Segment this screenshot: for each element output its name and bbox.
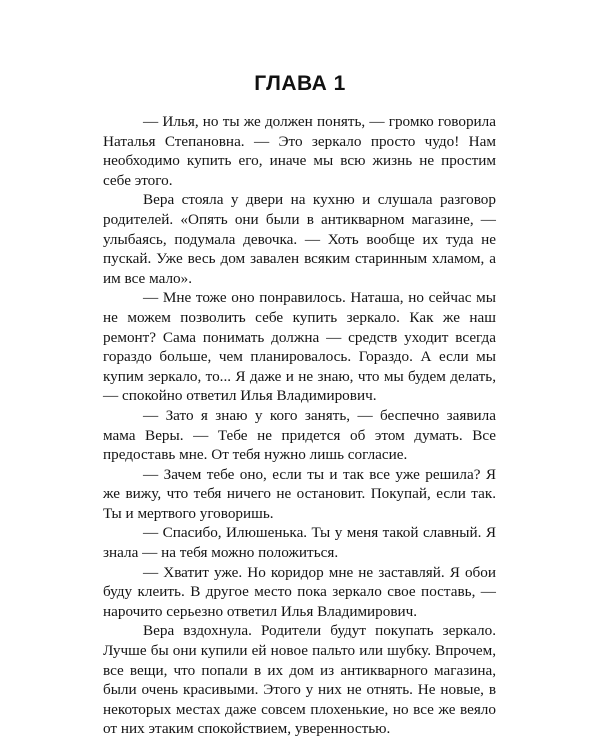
paragraph: — Зачем тебе оно, если ты и так все уже решила? Я же вижу, что тебя ничего не остановит. Покупай, если так. Ты и мертвого уговоришь.: [103, 465, 496, 522]
chapter-body: [103, 112, 496, 739]
paragraph: — Хватит уже. Но коридор мне не заставляй. Я обои буду клеить. В другое место пока зеркало свое поставь, — нарочито серьезно ответил Илья Владимирович.: [103, 563, 496, 620]
paragraph: — Спасибо, Илюшенька. Ты у меня такой славный. Я знала — на тебя можно положиться.: [103, 524, 496, 562]
chapter-title: ГЛАВА 1: [254, 72, 346, 95]
paragraph: — Мне тоже оно понравилось. Наташа, но сейчас мы не можем позволить себе купить зеркало. Как же наш ремонт? Сама понимать должна — средств уходит всегда гораздо больше, чем планировалось. Гораздо. А если мы купим зеркало, то... Я даже и не знаю, что мы будем делать, — спокойно ответил Илья Владимирович.: [103, 289, 496, 405]
paragraph: — Зато я знаю у кого занять, — беспечно заявила мама Веры. — Тебе не придется об этом думать. Все предоставь мне. От тебя нужно лишь согласие.: [103, 406, 496, 464]
paragraph: — Илья, но ты же должен понять, — громко говорила Наталья Степановна. — Это зеркало просто чудо! Нам необходимо купить его, иначе мы всю жизнь не простим себе этого.: [103, 113, 496, 189]
paragraph: Вера вздохнула. Родители будут покупать зеркало. Лучше бы они купили ей новое пальто или шубку. Впрочем, все вещи, что попали в их дом из антикварного магазина, были очень красивыми. Этого у них не отнять. Не новые, в некоторых местах даже совсем плохенькие, но все же веяло от них этаким спокойствием, уверенностью.: [103, 622, 496, 738]
paragraph: Вера стояла у двери на кухню и слушала разговор родителей. «Опять они были в антикварном магазине, — улыбаясь, подумала девочка. — Хоть вообще их туда не пускай. Уже весь дом завален всяким старинным хламом, а им все мало».: [103, 191, 496, 287]
